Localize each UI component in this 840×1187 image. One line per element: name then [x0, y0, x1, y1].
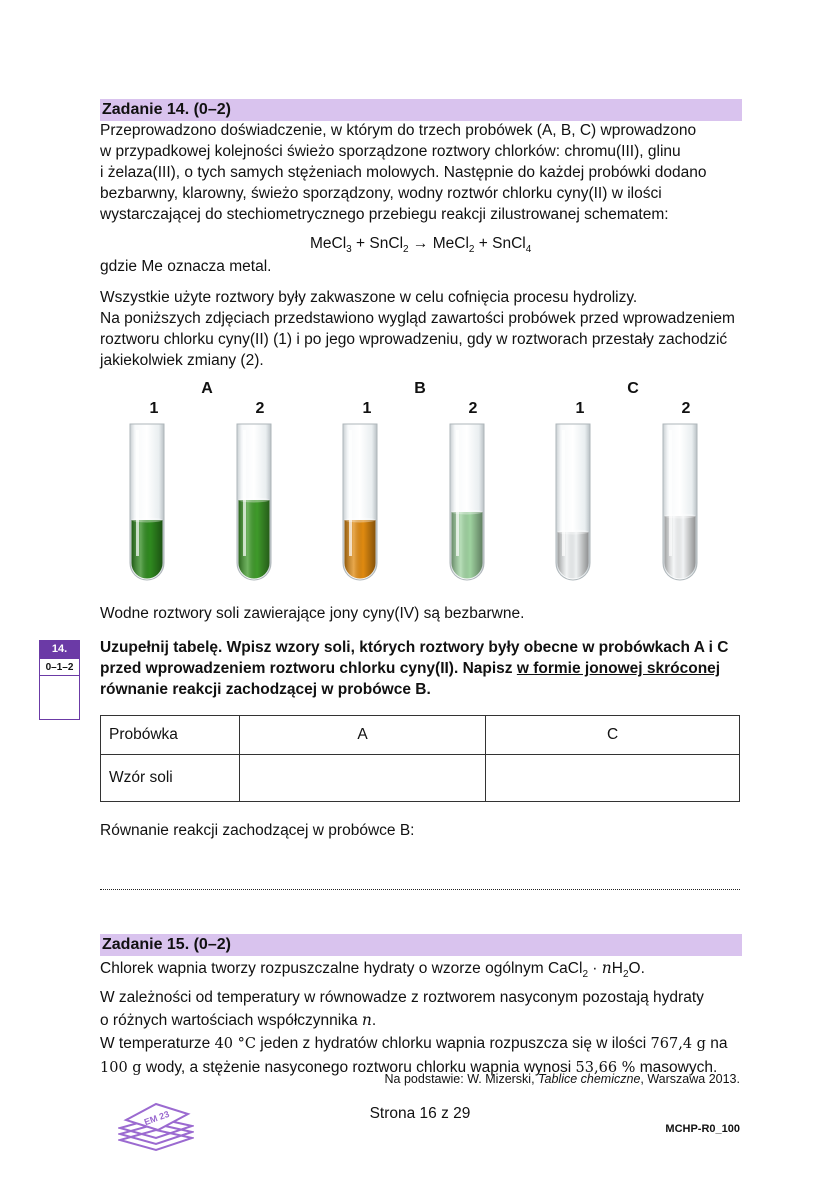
- test-tube: [663, 424, 697, 580]
- group-label-c: C: [627, 380, 639, 397]
- tin-iv-note: Wodne roztwory soli zawierające jony cyny(IV) są bezbarwne.: [100, 605, 525, 622]
- test-tube: [237, 424, 271, 580]
- tube-label: 2: [681, 400, 691, 417]
- intro-line: bezbarwny, klarowny, świeżo sporządzony, wodny roztwór chlorku cyny(II) w ilości: [100, 185, 662, 202]
- score-task-number: 14.: [39, 640, 80, 658]
- intro-line: Przeprowadzono doświadczenie, w którym do trzech probówek (A, B, C) wprowadzono: [100, 122, 697, 139]
- table-header-cell: C: [486, 716, 740, 755]
- equation-label: Równanie reakcji zachodzącej w probówce B:: [100, 822, 415, 839]
- test-tubes-photo: [100, 420, 740, 590]
- para-line: jakiekolwiek zmiany (2).: [100, 352, 264, 369]
- text-line: W temperaturze 40 °C jeden z hydratów chlorku wapnia rozpuszcza się w ilości 767,4 g na: [100, 1035, 728, 1053]
- intro-line: i żelaza(III), o tych samych stężeniach molowych. Następnie do każdej probówki dodano: [100, 164, 707, 181]
- text-line: Chlorek wapnia tworzy rozpuszczalne hydraty o wzorze ogólnym CaCl$_2$ · $nH_2O$.: [100, 959, 645, 981]
- task-14-header: Zadanie 14. (0–2): [100, 99, 742, 121]
- score-range: 0–1–2: [39, 658, 80, 676]
- tube-label: 2: [255, 400, 265, 417]
- table-row-label: Wzór soli: [101, 755, 240, 802]
- table-header-cell: Probówka: [101, 716, 240, 755]
- tube-label: 1: [149, 400, 159, 417]
- answer-line[interactable]: [100, 889, 740, 890]
- exam-code: MCHP-R0_100: [665, 1123, 740, 1135]
- instruction-line: Uzupełnij tabelę. Wpisz wzory soli, których roztwory były obecne w probówkach A i C: [100, 639, 729, 656]
- text-line: o różnych wartościach współczynnika n.: [100, 1011, 377, 1030]
- text-line: 100 g wody, a stężenie nasyconego roztworu chlorku wapnia wynosi 53,66 % masowych.: [100, 1059, 718, 1077]
- reaction-arrow: →: [412, 235, 429, 252]
- source-citation: Na podstawie: W. Mizerski, Tablice chemiczne, Warszawa 2013.: [384, 1072, 740, 1086]
- para-line: Na poniższych zdjęciach przedstawiono wygląd zawartości probówek przed wprowadzeniem: [100, 310, 735, 327]
- score-field[interactable]: [39, 676, 80, 720]
- reaction-scheme: MeCl$_3$ + SnCl$_2$ → MeCl$_2$ + SnCl$_4$: [310, 235, 532, 256]
- text-line: W zależności od temperatury w równowadze z roztworem nasyconym pozostają hydraty: [100, 989, 704, 1007]
- table-header-cell: A: [240, 716, 486, 755]
- logo-text: EM 23: [142, 1108, 171, 1128]
- group-label-a: A: [201, 380, 213, 397]
- test-tube: [556, 424, 590, 580]
- para-line: roztworu chlorku cyny(II) (1) i po jego wprowadzeniu, gdy w roztworach przestały zachodzić: [100, 331, 728, 348]
- test-tube: [343, 424, 377, 580]
- tube-label: 1: [575, 400, 585, 417]
- answer-cell-a[interactable]: [240, 755, 486, 802]
- task-14-instruction: [100, 637, 750, 700]
- para-line: Wszystkie użyte roztwory były zakwaszone w celu cofnięcia procesu hydrolizy.: [100, 289, 638, 306]
- instruction-line: przed wprowadzeniem roztworu chlorku cyny(II). Napisz w formie jonowej skróconej: [100, 660, 721, 677]
- metal-note: gdzie Me oznacza metal.: [100, 258, 272, 275]
- answer-cell-c[interactable]: [486, 755, 740, 802]
- test-tube: [450, 424, 484, 580]
- score-box: [39, 640, 80, 722]
- task-14-para2: [100, 287, 750, 371]
- answer-table: [100, 715, 740, 802]
- task-15-text: [100, 957, 750, 1080]
- page-number: Strona 16 z 29: [369, 1105, 471, 1122]
- tube-label: 2: [468, 400, 478, 417]
- intro-line: w przypadkowej kolejności świeżo sporządzone roztwory chlorków: chromu(III), glinu: [100, 143, 681, 160]
- group-label-b: B: [414, 380, 426, 397]
- task-14-intro: [100, 120, 750, 225]
- instruction-line: równanie reakcji zachodzącej w probówce B.: [100, 681, 431, 698]
- test-tube: [130, 424, 164, 580]
- tube-label: 1: [362, 400, 372, 417]
- task-15-header: Zadanie 15. (0–2): [100, 934, 742, 956]
- intro-line: wystarczającej do stechiometrycznego przebiegu reakcji zilustrowanej schematem:: [100, 206, 669, 223]
